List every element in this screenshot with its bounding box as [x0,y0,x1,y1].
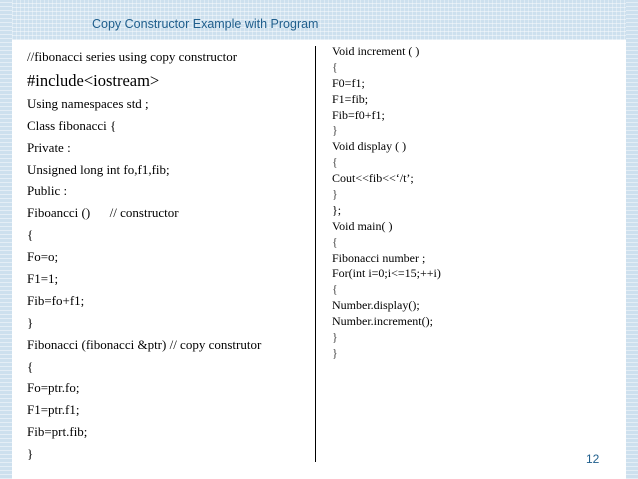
code-line: } [27,446,34,462]
code-line: F1=1; [27,271,59,287]
code-line: Private : [27,139,71,155]
code-line: Fib=f0+f1; [332,107,385,122]
right-decor-band [626,0,638,479]
code-line: F1=fib; [332,91,369,106]
code-line: //fibonacci series using copy constructor [27,49,238,64]
code-line: Public : [27,183,68,199]
code-line: Number.display(); [332,298,420,313]
code-line: { [332,155,338,170]
code-line: } [332,187,338,202]
code-line: { [332,234,338,249]
code-line: { [332,282,338,297]
code-line: Fibonacci (fibonacci &ptr) // copy construtor [27,336,262,352]
code-line: Void increment ( ) [332,44,420,58]
left-decor-band [0,0,12,479]
code-line: Fibonacci number ; [332,250,426,265]
code-line: Fib=fo+f1; [27,292,85,308]
page-number: 12 [586,452,600,466]
left-code-column [27,46,312,465]
code-line: Fo=ptr.fo; [27,380,80,396]
code-line: F0=f1; [332,75,365,90]
code-line: { [27,227,34,243]
code-line: Number.increment(); [332,314,433,329]
code-line: Fo=o; [27,249,59,265]
code-line: For(int i=0;i<=15;++i) [332,266,441,281]
code-line: Void main( ) [332,218,393,233]
code-line: F1=ptr.f1; [27,402,80,418]
column-divider [315,46,316,462]
code-line: Class fibonacci { [27,117,117,133]
code-line: { [27,358,34,374]
code-line: { [332,59,338,74]
code-line: Fiboancci () // constructor [27,205,179,221]
code-line: Void display ( ) [332,139,407,154]
code-line: } [332,330,338,345]
code-line: Unsigned long int fo,f1,fib; [27,161,170,177]
code-line: Using namespaces std ; [27,95,149,111]
code-line: Fib=prt.fib; [27,424,88,440]
code-line: }; [332,202,342,217]
code-line: } [332,345,338,360]
code-line: } [332,123,338,138]
code-line-include: #include<iostream> [27,70,160,90]
code-line: } [27,314,34,330]
slide-title: Copy Constructor Example with Program [92,17,319,31]
code-line: Cout<<fib<<‘/t’; [332,171,414,186]
right-code-column [332,44,622,362]
